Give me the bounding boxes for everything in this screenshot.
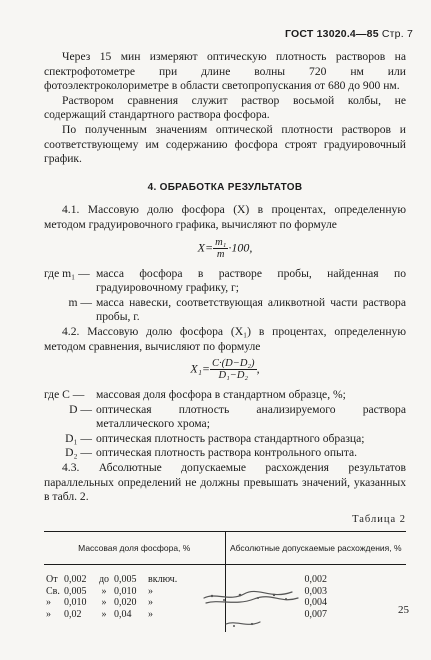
formula-x1-lhs: X₁= bbox=[190, 361, 211, 376]
definition-symbol: D — bbox=[69, 402, 92, 416]
formula-x1-fraction bbox=[210, 358, 257, 381]
range-to: 0,020 bbox=[114, 597, 137, 609]
definition-row bbox=[44, 403, 406, 432]
column-header-mass-fraction: Массовая доля фосфора, % bbox=[44, 532, 225, 565]
range-from: 0,010 bbox=[64, 597, 87, 609]
tolerance-value: 0,003 bbox=[304, 585, 327, 597]
range-suffix: » bbox=[148, 585, 153, 597]
section-title: 4. ОБРАБОТКА РЕЗУЛЬТАТОВ bbox=[147, 181, 303, 193]
table-header-row bbox=[44, 532, 406, 565]
range-from: 0,002 bbox=[64, 574, 87, 586]
range-separator: » bbox=[101, 585, 107, 597]
formula-x-lhs: X= bbox=[197, 239, 214, 254]
range-separator: до bbox=[98, 574, 110, 586]
body-text bbox=[44, 50, 406, 632]
column-header-tolerance: Абсолютные допускаемые расхождения, % bbox=[225, 532, 406, 565]
formula-x-numerator: m₁ bbox=[215, 236, 227, 248]
range-from: 0,02 bbox=[64, 608, 82, 620]
definition-row bbox=[44, 296, 406, 325]
formula-x-rhs: ·100, bbox=[228, 239, 253, 254]
stamp-mark bbox=[196, 584, 306, 640]
range-to: 0,005 bbox=[114, 574, 137, 586]
table-row bbox=[44, 565, 406, 586]
range-from: 0,005 bbox=[64, 585, 87, 597]
range-prefix: Св. bbox=[46, 585, 60, 597]
range-suffix: » bbox=[148, 597, 153, 609]
range-separator: » bbox=[101, 597, 107, 609]
range-prefix: » bbox=[46, 608, 51, 620]
formula-x-fraction bbox=[213, 237, 228, 260]
page-reference: Стр. 7 bbox=[381, 28, 413, 40]
definition-row bbox=[44, 446, 406, 461]
tolerance-value: 0,002 bbox=[304, 574, 327, 586]
table-caption: Таблица 2 bbox=[352, 513, 406, 525]
range-to: 0,04 bbox=[114, 608, 132, 620]
paragraph-calibration-graph: По полученным значениям оптической плотности растворов и соответствующему им содержанию фосфора строят градуировочный график. bbox=[44, 122, 406, 166]
definition-symbol: m — bbox=[68, 295, 92, 309]
definition-text: оптическая плотность раствора контрольного опыта. bbox=[96, 446, 358, 460]
range-cell bbox=[44, 565, 225, 586]
formula-x1-rhs: , bbox=[256, 361, 260, 376]
definition-text: масса фосфора в растворе пробы, найденная по градуировочному графику, г; bbox=[96, 266, 406, 295]
range-prefix: » bbox=[46, 597, 51, 609]
page-number: 25 bbox=[398, 604, 409, 616]
definition-symbol: где m₁ — bbox=[44, 266, 90, 280]
tolerance-value: 0,004 bbox=[304, 597, 327, 609]
formula-x1-denominator: D₁−D₂ bbox=[218, 370, 249, 382]
formula-x1-numerator: C·(D−D₂) bbox=[212, 358, 255, 370]
range-to: 0,010 bbox=[114, 585, 137, 597]
paragraph-reference-solution: Раствором сравнения служит раствор восьмой колбы, не содержащий стандартного раствора фосфора. bbox=[44, 93, 406, 122]
paragraph-4-1: 4.1. Массовую долю фосфора (X) в процентах, определенную методом градуировочного графика, вычисляют по формуле bbox=[44, 203, 406, 231]
definition-symbol: где C — bbox=[44, 388, 85, 402]
definition-text: масса навески, соответствующая аликвотной части раствора пробы, г. bbox=[96, 295, 406, 324]
definition-row bbox=[44, 432, 406, 447]
paragraph-measurement: Через 15 мин измеряют оптическую плотность растворов на спектрофотометре при длине волны 720 нм или фотоэлектроколориметре в области светопропускания от 680 до 900 нм. bbox=[44, 50, 406, 93]
definition-text: оптическая плотность раствора стандартного образца; bbox=[96, 431, 365, 445]
page-header bbox=[285, 28, 413, 40]
formula-x1 bbox=[44, 358, 406, 384]
range-prefix: От bbox=[46, 574, 58, 586]
range-suffix: включ. bbox=[148, 574, 178, 586]
standard-code: ГОСТ 13020.4—85 bbox=[284, 28, 379, 40]
paragraph-4-2: 4.2. Массовую долю фосфора (X₁) в процентах, определенную методом сравнения, вычисляют по формуле bbox=[44, 324, 406, 353]
range-suffix: » bbox=[148, 608, 153, 620]
definition-row bbox=[44, 388, 406, 403]
formula-x bbox=[44, 237, 406, 263]
formula-x-denominator: m bbox=[216, 248, 225, 260]
range-separator: » bbox=[101, 608, 107, 620]
definition-symbol: D₂ — bbox=[65, 446, 92, 460]
definitions-formula-x bbox=[44, 267, 406, 325]
definitions-formula-x1 bbox=[44, 388, 406, 461]
paragraph-4-3: 4.3. Абсолютные допускаемые расхождения результатов параллельных определений не должны превышать значений, указанных в табл. 2. bbox=[44, 461, 406, 504]
tolerance-value: 0,007 bbox=[304, 608, 327, 620]
definition-row bbox=[44, 267, 406, 296]
definition-symbol: D₁ — bbox=[65, 431, 92, 445]
definition-text: массовая доля фосфора в стандартном образце, %; bbox=[96, 388, 346, 402]
definition-text: оптическая плотность анализируемого раствора металлического хрома; bbox=[96, 402, 406, 431]
